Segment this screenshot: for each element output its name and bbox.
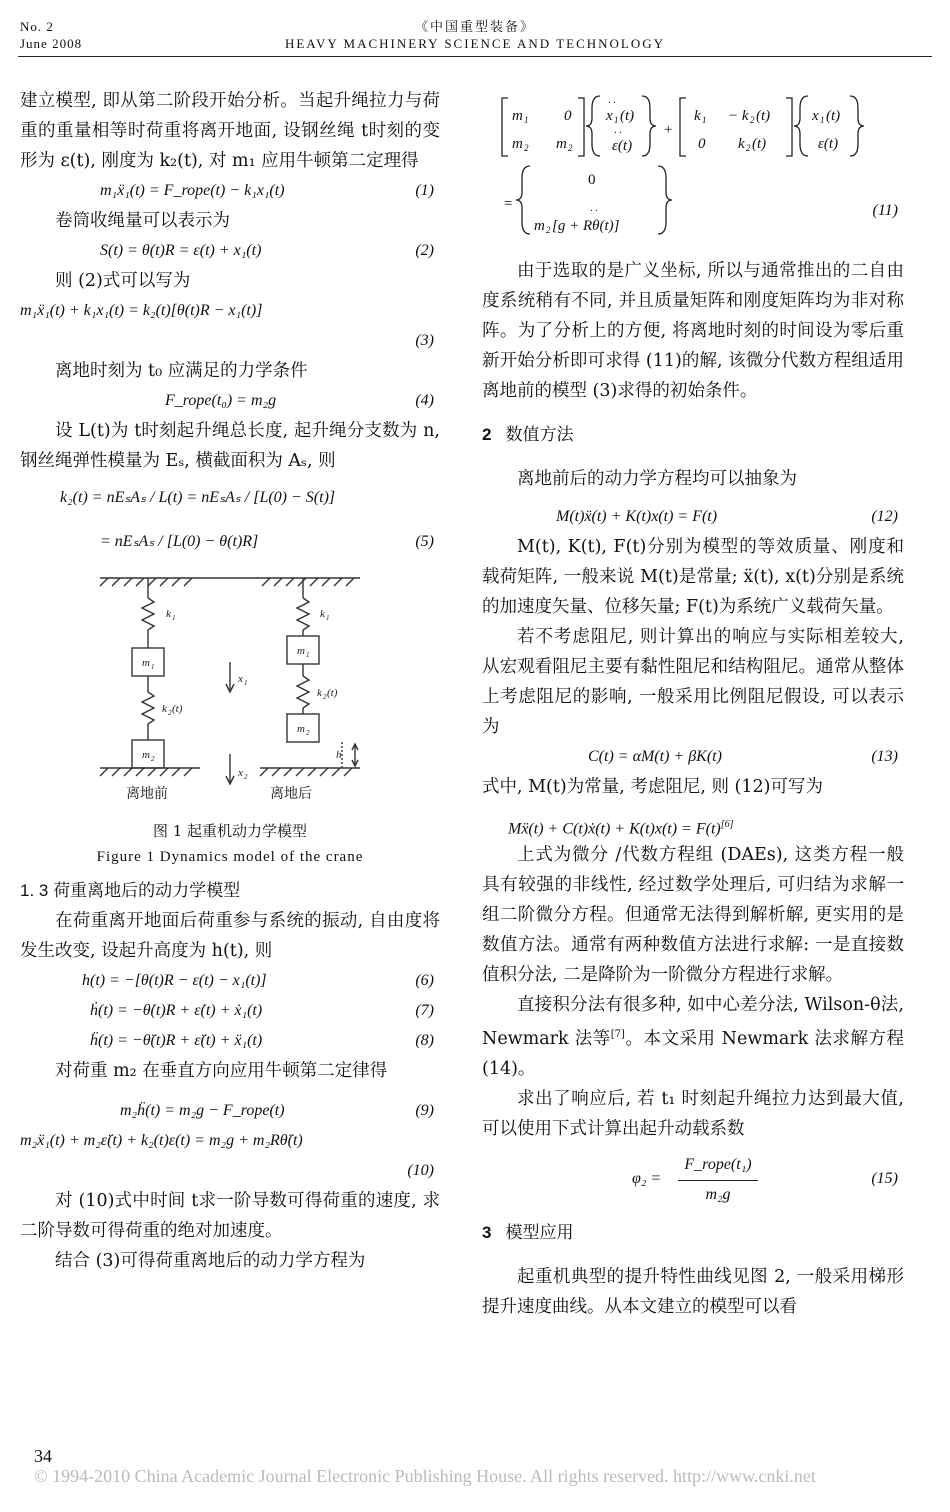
paragraph: 起重机典型的提升特性曲线见图 2, 一般采用梯形提升速度曲线。从本文建立的模型可以看 xyxy=(482,1266,904,1317)
equation-text: m₁ẍ₁(t) = F_rope(t) − k₁x₁(t) xyxy=(100,182,285,199)
paragraph: 卷筒收绳量可以表示为 xyxy=(55,211,230,231)
equation-text: ḣ(t) = −θ̇(t)R + ε̇(t) + ẋ₁(t) xyxy=(90,1002,263,1019)
equation-number: (6) xyxy=(415,972,434,989)
svg-text:(t): (t) xyxy=(752,136,767,152)
svg-text:(t): (t) xyxy=(826,108,841,124)
journal-title-cn: 《中国重型装备》 xyxy=(414,19,535,34)
copyright-watermark: © 1994-2010 China Academic Journal Electronic Publishing House. All rights reserved. http://www.cnki.net xyxy=(34,1466,816,1486)
equation-8 xyxy=(20,1026,440,1056)
equation-number: (1) xyxy=(415,182,434,199)
paragraph: 式中, M(t)为常量, 考虑阻尼, 则 (12)可写为 xyxy=(482,777,823,797)
paragraph: 结合 (3)可得荷重离地后的动力学方程为 xyxy=(55,1251,366,1271)
svg-text:[g + Rθ(t)]: [g + Rθ(t)] xyxy=(552,218,620,234)
svg-text:2: 2 xyxy=(244,773,248,781)
svg-text:0: 0 xyxy=(564,108,572,124)
svg-text:0: 0 xyxy=(588,172,596,188)
issue-date: June 2008 xyxy=(20,36,83,51)
matrix-equation-11 xyxy=(482,86,904,256)
svg-text:1: 1 xyxy=(151,663,155,671)
paragraph: 对荷重 m₂ 在垂直方向应用牛顿第二定律得 xyxy=(55,1061,388,1081)
svg-text:1: 1 xyxy=(172,614,176,622)
paragraph: 建立模型, 即从第二阶段开始分析。当起升绳拉力与荷重的重量相等时荷重将离开地面, 设钢丝绳 t时刻的变形为 ε(t), 刚度为 k₂(t), 对 m₁ 应用牛顿第二定理得 xyxy=(20,91,440,171)
equation-text: m₁ẍ₁(t) + k₁x₁(t) = k₂(t)[θ(t)R − x₁(t)] xyxy=(20,302,263,319)
svg-text:2: 2 xyxy=(524,143,529,153)
section-heading-3 xyxy=(482,1218,904,1248)
equation-body: Mẍ(t) + C(t)ẋ(t) + K(t)x(t) = F(t) xyxy=(508,820,721,838)
svg-text:1: 1 xyxy=(702,115,707,125)
svg-text:2: 2 xyxy=(568,143,573,153)
journal-title-en: HEAVY MACHINERY SCIENCE AND TECHNOLOGY xyxy=(284,36,666,51)
spring-k1-before xyxy=(142,598,154,630)
paragraph: 离地前后的动力学方程均可以抽象为 xyxy=(517,469,797,489)
page-number: 34 xyxy=(34,1446,52,1466)
equation-text: ḧ(t) = −θ̈(t)R + ε̈(t) + ẍ₁(t) xyxy=(90,1032,263,1049)
label-h: h xyxy=(336,749,342,761)
svg-text:1: 1 xyxy=(524,115,529,125)
paragraph: 上式为微分 /代数方程组 (DAEs), 这类方程一般具有较强的非线性, 经过数学处理后, 可归结为求解一组二阶微分方程。但通常无法得到解析解, 更实用的是数值方法。通常有两种数值方法进行求解: 一是直接数值积分法, 二是降阶为一阶微分方程进行求解。 xyxy=(482,845,904,985)
equation-15 xyxy=(482,1150,904,1210)
label-x2: x xyxy=(238,767,243,779)
left-column xyxy=(20,86,440,1276)
equation-text: C(t) = αM(t) + βK(t) xyxy=(588,748,722,765)
svg-text:m: m xyxy=(512,136,523,152)
svg-text:1: 1 xyxy=(820,115,825,125)
equation-text: F_rope(t₀) = m₂g xyxy=(165,392,277,409)
header-divider xyxy=(18,56,932,57)
equation-text: = nEₛAₛ / [L(0) − θ(t)R] xyxy=(100,533,259,550)
svg-text:· ·: · · xyxy=(590,206,598,217)
ceiling-hatch xyxy=(100,578,354,586)
paragraph: 在荷重离开地面后荷重参与系统的振动, 自由度将发生改变, 设起升高度为 h(t), 则 xyxy=(20,911,440,961)
label-m1-before: m xyxy=(142,657,150,669)
equation-text xyxy=(508,810,734,844)
equation-5b xyxy=(20,520,440,564)
svg-text:(t): (t) xyxy=(756,108,771,124)
svg-text:=: = xyxy=(504,196,513,212)
svg-text:1: 1 xyxy=(244,679,248,687)
section-heading-1-3: 1. 3 荷重离地后的动力学模型 xyxy=(20,881,241,900)
figure-label-after: 离地后 xyxy=(270,786,312,802)
citation-ref[interactable]: [6] xyxy=(720,819,734,830)
svg-text:0: 0 xyxy=(698,136,706,152)
svg-text:x: x xyxy=(606,108,613,124)
equation-4 xyxy=(20,386,440,416)
issue-number: No. 2 xyxy=(20,19,54,34)
svg-text:2: 2 xyxy=(168,709,172,717)
equation-text: S(t) = θ(t)R = ε(t) + x₁(t) xyxy=(100,242,262,259)
equation-10 xyxy=(20,1126,440,1156)
equation-number: (13) xyxy=(871,748,898,765)
spring-k2-after xyxy=(297,676,309,708)
label-k2t-after: k xyxy=(317,687,322,699)
equation-numerator: F_rope(t₁) xyxy=(678,1150,758,1181)
section-title: 模型应用 xyxy=(505,1222,574,1242)
svg-text:1: 1 xyxy=(326,614,330,622)
svg-text:ε(t): ε(t) xyxy=(612,138,633,154)
svg-text:m: m xyxy=(556,136,567,152)
equation-12 xyxy=(482,502,904,532)
svg-text:(t): (t) xyxy=(327,687,338,699)
svg-text:2: 2 xyxy=(151,755,155,763)
paragraph: 设 L(t)为 t时刻起升绳总长度, 起升绳分支数为 n, 钢丝绳弹性模量为 Eₛ, 横截面积为 Aₛ, 则 xyxy=(20,421,440,471)
paragraph: 离地时刻为 t₀ 应满足的力学条件 xyxy=(55,361,308,381)
equation-number: (10) xyxy=(407,1162,434,1179)
svg-text:1: 1 xyxy=(306,651,310,659)
citation-ref[interactable]: [7] xyxy=(610,1029,625,1040)
svg-text:(t): (t) xyxy=(620,108,635,124)
equation-lhs: φ₂ = xyxy=(632,1169,662,1187)
equation-denominator: m₂g xyxy=(705,1185,731,1203)
svg-text:2: 2 xyxy=(546,225,551,235)
equation-9 xyxy=(20,1096,440,1126)
equation-number: (2) xyxy=(415,242,434,259)
paragraph: 若不考虑阻尼, 则计算出的响应与实际相差较大, 从宏观看阻尼主要有黏性阻尼和结构阻尼。通常从整体上考虑阻尼的影响, 一般采用比例阻尼假设, 可以表示为 xyxy=(482,627,904,737)
svg-text:x: x xyxy=(812,108,819,124)
equation-6 xyxy=(20,966,440,996)
equation-5a xyxy=(20,476,440,520)
label-x1: x xyxy=(238,673,243,685)
equation-text: M(t)ẍ(t) + K(t)x(t) = F(t) xyxy=(556,508,718,525)
equation-11-number-row xyxy=(482,196,904,226)
svg-text:2: 2 xyxy=(306,729,310,737)
section-number: 3 xyxy=(482,1222,492,1242)
figure-label-before: 离地前 xyxy=(126,786,168,802)
journal-title xyxy=(0,18,950,52)
equation-3 xyxy=(20,296,440,326)
paragraph-text: 直接积分法有很多种, 如中心差分法, Wilson-θ法, Newmark 法等 xyxy=(482,995,904,1049)
svg-text:2: 2 xyxy=(750,115,755,125)
equation-13 xyxy=(482,742,904,772)
equation-text: m₂ẍ₁(t) + m₂ε̈(t) + k₂(t)ε(t) = m₂g + m₂Rθ̈(t) xyxy=(20,1132,303,1149)
svg-text:ε(t): ε(t) xyxy=(818,136,839,152)
equation-2 xyxy=(20,236,440,266)
paragraph: 求出了响应后, 若 t₁ 时刻起升绳拉力达到最大值, 可以使用下式计算出起升动载系数 xyxy=(482,1088,904,1139)
section-number: 2 xyxy=(482,425,492,444)
svg-text:1: 1 xyxy=(614,115,619,125)
svg-text:+: + xyxy=(664,122,673,138)
figure-caption-en: Figure 1 Dynamics model of the crane xyxy=(96,849,364,865)
paragraph xyxy=(482,990,904,1084)
equation-number: (5) xyxy=(415,533,434,550)
label-m2-after: m xyxy=(297,723,305,735)
equation-number: (12) xyxy=(871,508,898,525)
svg-text:(t): (t) xyxy=(172,703,183,715)
equation-14 xyxy=(482,810,904,840)
label-k1-before: k xyxy=(166,608,171,620)
equation-text: h(t) = −[θ(t)R − ε(t) − x₁(t)] xyxy=(82,972,267,989)
equation-number: (8) xyxy=(415,1032,434,1049)
spring-k1-after xyxy=(297,598,309,630)
equation-number: (11) xyxy=(872,202,898,219)
equation-text: m₂ḧ(t) = m₂g − F_rope(t) xyxy=(120,1102,285,1119)
svg-text:k: k xyxy=(738,136,745,152)
equation-7 xyxy=(20,996,440,1026)
label-k2t-before: k xyxy=(162,703,167,715)
svg-text:· ·: · · xyxy=(614,128,622,139)
equation-number: (7) xyxy=(415,1002,434,1019)
equation-10-number-row xyxy=(20,1156,440,1186)
spring-k2-before xyxy=(142,692,154,724)
equation-number: (3) xyxy=(415,332,434,349)
paragraph: 由于选取的是广义坐标, 所以与通常推出的二自由度系统稍有不同, 并且质量矩阵和刚度矩阵均为非对称阵。为了分析上的方便, 将离地时刻的时间设为零后重新开始分析即可求得 (11)的解, 该微分代数方程组适用离地前的模型 (3)求得的初始条件。 xyxy=(482,261,904,401)
figure-caption-cn: 图 1 起重机动力学模型 xyxy=(152,822,308,840)
label-m2-before: m xyxy=(142,749,150,761)
svg-text:− k: − k xyxy=(728,108,749,124)
svg-text:2: 2 xyxy=(323,693,327,701)
svg-text:2: 2 xyxy=(746,143,751,153)
svg-text:· ·: · · xyxy=(608,98,616,109)
equation-text: k₂(t) = nEₛAₛ / L(t) = nEₛAₛ / [L(0) − S(t)] xyxy=(60,489,336,506)
svg-text:k: k xyxy=(694,108,701,124)
equation-number: (4) xyxy=(415,392,434,409)
paragraph: 则 (2)式可以写为 xyxy=(55,271,191,291)
label-k1-after: k xyxy=(320,608,325,620)
label-m1-after: m xyxy=(297,645,305,657)
equation-number: (9) xyxy=(415,1102,434,1119)
svg-text:m: m xyxy=(534,218,545,234)
svg-text:m: m xyxy=(512,108,523,124)
figure-labels-row xyxy=(20,784,440,804)
paragraph-text: 。本文采用 Newmark 法求解方程 (14)。 xyxy=(482,1028,904,1079)
section-heading-2 xyxy=(482,420,904,450)
equation-number: (15) xyxy=(871,1169,898,1187)
equation-3-number-row xyxy=(20,326,440,356)
paragraph: M(t), K(t), F(t)分别为模型的等效质量、刚度和载荷矩阵, 一般来说 M(t)是常量; ẍ(t), x(t)分别是系统的加速度矢量、位移矢量; F(t)为系统广义载荷矢量。 xyxy=(482,537,904,617)
right-column xyxy=(482,86,904,1322)
section-title: 数值方法 xyxy=(505,425,574,444)
paragraph: 对 (10)式中时间 t求一阶导数可得荷重的速度, 求二阶导数可得荷重的绝对加速度。 xyxy=(20,1191,440,1241)
equation-1 xyxy=(20,176,440,206)
